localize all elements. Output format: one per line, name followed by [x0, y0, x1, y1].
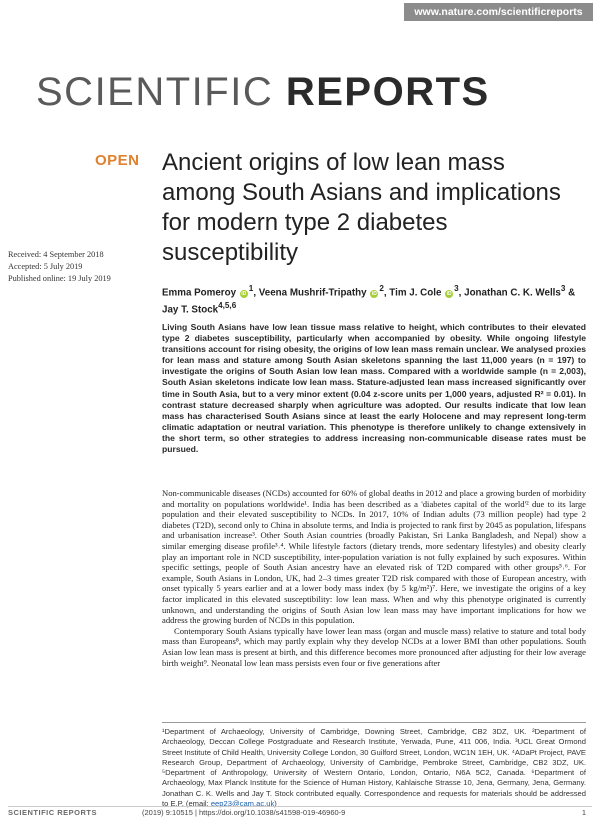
page-footer — [0, 806, 600, 820]
body-paragraph: Contemporary South Asians typically have lower lean mass (organ and muscle mass) relative to stature and total body mass than Europeans⁸, which may partly explain why they develop NCDs at a lower BMI than other populations. South Asian low lean mass is present at birth, and this difference becomes more pronounced after adjusting for their low average birth weight⁹. Neonatal low lean mass persists even four or five generations after — [162, 625, 586, 668]
received-date: Received: 4 September 2018 — [8, 250, 104, 259]
published-date: Published online: 19 July 2019 — [8, 274, 111, 283]
orcid-icon[interactable]: iD — [446, 291, 452, 298]
author-name[interactable]: , Tim J. Cole — [383, 287, 442, 299]
journal-masthead — [36, 70, 566, 114]
author-affiliation-sup: 3 — [560, 284, 566, 293]
masthead-word-reports: REPORTS — [285, 70, 490, 114]
open-access-label: OPEN — [95, 152, 140, 169]
author-affiliation-sup: 3 — [454, 284, 459, 293]
accepted-date: Accepted: 5 July 2019 — [8, 262, 83, 271]
author-affiliation-sup: 1 — [248, 284, 254, 293]
author-affiliation-sup: 2 — [379, 284, 384, 293]
author-name[interactable]: , Veena Mushrif-Tripathy — [253, 287, 367, 299]
footer-journal-name: SCIENTIFIC REPORTS — [8, 808, 98, 817]
author-name[interactable]: , Jonathan C. K. Wells — [458, 287, 561, 299]
author-list — [162, 282, 582, 317]
author-name[interactable]: Emma Pomeroy — [162, 287, 237, 299]
masthead-word-scientific: SCIENTIFIC — [36, 70, 286, 114]
article-title: Ancient origins of low lean mass among South Asians and implications for modern type 2 diabetes susceptibility — [162, 149, 561, 266]
body-paragraph: Non-communicable diseases (NCDs) accounted for 60% of global deaths in 2012 and place a growing burden of morbidity and mortality on populations worldwide¹. India has been described as a 'diabetes capital of the world'² due to its large population and their elevated susceptibility to NCDs. In 2017, 10% of Indian adults (73 million people) had type 2 diabetes (T2D), second only to China in absolute terms, and India is projected to rank first by 2045 as population, lifespans and urbanisation increase³. Other South Asian countries (broadly Pakistan, Sri Lanka Bangladesh, and Nepal) show a similar emerging disease profile³˒⁴. While lifestyle factors (dietary trends, more sedentary lifestyles) and obesity clearly play an important role in NCD susceptibility, inter-population variation is not fully explained by such exposures. Within specific settings, people of South Asian ancestry have an elevated risk of T2D compared with other groups⁵˒⁶. For example, South Asians in London, UK, had 2–3 times greater T2D risk compared with those of European ancestry, with onset typically 5 years earlier and at a lower body mass index (by 5 kg/m²)⁷. Here, we investigate the origins of a key factor implicated in this elevated susceptibility: low lean mass. When and why this phenotype originated is currently unknown, and understanding the origins of South Asian low lean mass may have important implications for how we address the growing burden of NCDs in this population. — [162, 488, 586, 626]
affiliations — [162, 727, 586, 809]
author-affiliation-sup: 4,5,6 — [218, 301, 237, 311]
correspondence-email-link[interactable]: eep23@cam.ac.uk — [210, 799, 275, 809]
article-body — [162, 488, 586, 668]
journal-url-banner[interactable]: www.nature.com/scientificreports — [404, 3, 593, 21]
abstract: Living South Asians have low lean tissue mass relative to height, which contributes to their elevated type 2 diabetes susceptibility, particularly when accompanied by obesity. While ongoing lifestyle transitions account for rising obesity, the origins of low lean mass remain unclear. We analysed proxies for lean mass and stature among South Asian skeletons spanning the last 11,000 years (n = 197) to investigate the origins of South Asian low lean mass. Compared with a worldwide sample (n = 2,003), South Asian skeletons indicate low lean mass. Stature-adjusted lean mass increased significantly over time in South Asia, but to a very minor extent (0.04 z-score units per 1,000 years, adjusted R² = 0.01). In contrast stature decreased sharply when agriculture was adopted. Our results indicate that low lean mass has characterised South Asians since at least the early Holocene and may represent long-term climatic adaptation or neutral variation. This phenotype is therefore unlikely to change extensively in the short term, so other strategies to address increasing non-communicable disease rates must be pursued. — [162, 322, 586, 455]
article-dates — [8, 249, 111, 285]
affiliation-divider — [162, 722, 586, 723]
footer-divider — [8, 806, 592, 807]
author-name[interactable]: & Jay T. Stock — [162, 287, 576, 316]
affiliation-close: ) — [274, 799, 277, 809]
affiliation-text: ¹Department of Archaeology, University of Cambridge, Downing Street, Cambridge, CB2 3DZ, UK. ²Department of Archaeology, Deccan College Postgraduate and Research Institute, Yerwada, Pune, 411 006, India. ³UCL Great Ormond Street Institute of Child Health, University College London, 30 Guilford Street, London, WC1N 1EH, UK. ⁴ADaPt Project, PAVE Research Group, Department of Archaeology, University of Cambridge, Pembroke Street, Cambridge, CB2 3DZ, UK. ⁵Department of Anthropology, University of Western Ontario, London, Ontario, N6A 5C2, Canada. ⁶Department of Archaeology, Max Planck Institute for the Science of Human History, Kahlaische Strasse 10, Jena, Germany, Jena, Germany. Jonathan C. K. Wells and Jay T. Stock contributed equally. Correspondence and requests for materials should be addressed to E.P. (email: — [162, 727, 586, 809]
footer-citation[interactable]: (2019) 9:10515 | https://doi.org/10.1038/s41598-019-46960-9 — [142, 808, 346, 817]
page-number: 1 — [581, 808, 586, 817]
orcid-icon[interactable]: iD — [371, 291, 377, 298]
orcid-icon[interactable]: iD — [241, 291, 247, 298]
